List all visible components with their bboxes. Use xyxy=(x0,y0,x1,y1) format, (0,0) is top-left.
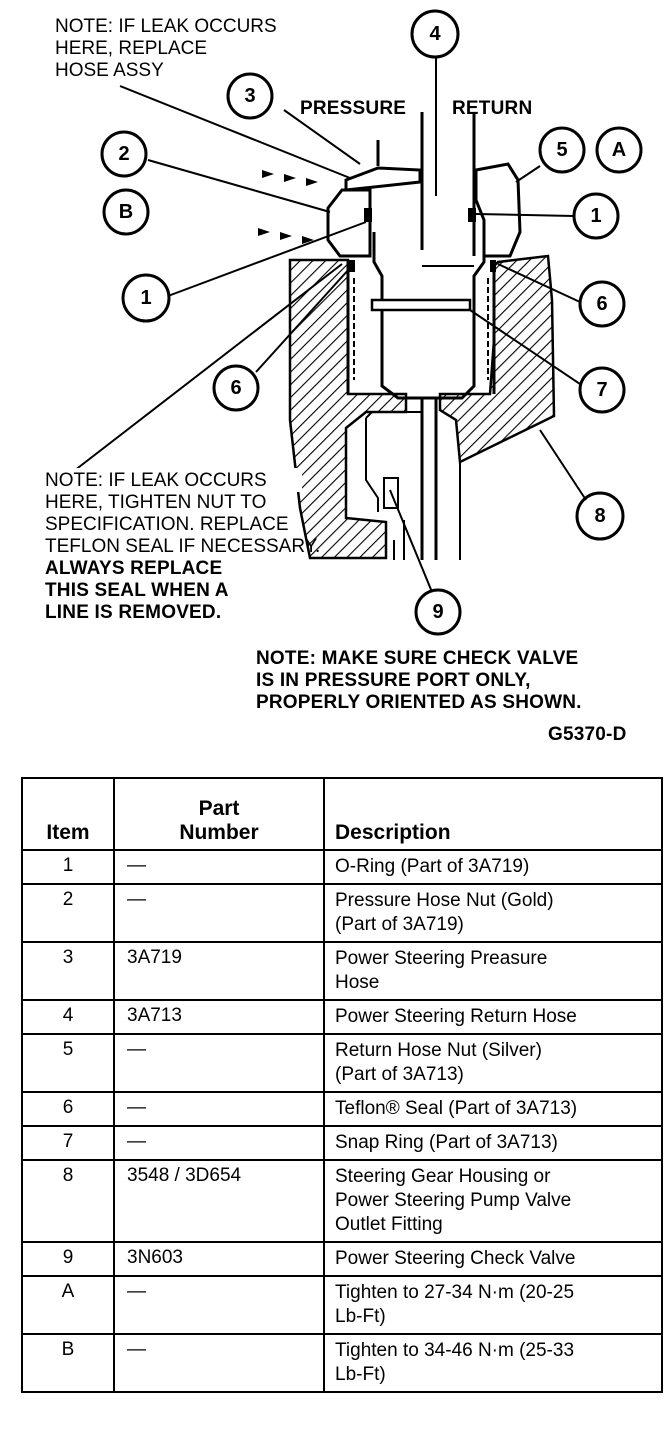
description-line: Hose xyxy=(335,972,380,993)
callout-A xyxy=(597,128,641,172)
callout-2 xyxy=(102,132,146,176)
svg-text:B: B xyxy=(118,201,134,223)
table-row xyxy=(22,1126,662,1160)
description-line: Snap Ring (Part of 3A713) xyxy=(335,1132,558,1153)
svg-text:1: 1 xyxy=(590,205,602,227)
description-line: Tighten to 27-34 N·m (20-25 xyxy=(335,1282,575,1303)
description-line: (Part of 3A719) xyxy=(335,914,464,935)
fitting-body xyxy=(328,112,520,560)
description-cell xyxy=(324,1092,662,1126)
description-cell xyxy=(324,1126,662,1160)
table-row xyxy=(22,850,662,884)
callout-1-right xyxy=(574,194,618,238)
callout-8 xyxy=(577,493,623,539)
description-line: Power Steering Preasure xyxy=(335,948,548,969)
item-cell: 5 xyxy=(22,1034,114,1092)
part-number-cell: — xyxy=(114,1126,324,1160)
table-header-row xyxy=(22,778,662,850)
description-line: Outlet Fitting xyxy=(335,1214,443,1235)
header-description: Description xyxy=(324,778,662,850)
description-cell xyxy=(324,1000,662,1034)
item-cell: 7 xyxy=(22,1126,114,1160)
svg-text:7: 7 xyxy=(596,379,608,401)
item-cell: 1 xyxy=(22,850,114,884)
callout-9 xyxy=(416,590,460,634)
header-part-number-line1: Part xyxy=(198,797,240,820)
description-line: Lb-Ft) xyxy=(335,1364,386,1385)
part-number-cell: 3N603 xyxy=(114,1242,324,1276)
part-number-cell: 3548 / 3D654 xyxy=(114,1160,324,1242)
part-number-cell: — xyxy=(114,1276,324,1334)
svg-text:4: 4 xyxy=(429,23,441,45)
svg-text:6: 6 xyxy=(596,293,608,315)
description-line: Return Hose Nut (Silver) xyxy=(335,1040,542,1061)
description-cell xyxy=(324,850,662,884)
header-part-number-line2: Number xyxy=(179,821,259,844)
description-cell xyxy=(324,884,662,942)
svg-text:3: 3 xyxy=(244,85,256,107)
part-number-cell: — xyxy=(114,884,324,942)
description-line: Steering Gear Housing or xyxy=(335,1166,551,1187)
callout-6-right xyxy=(580,282,624,326)
item-cell: A xyxy=(22,1276,114,1334)
note-bottom-left-bold: ALWAYS REPLACE THIS SEAL WHEN A LINE IS REMOVED. xyxy=(45,558,229,623)
description-cell xyxy=(324,1242,662,1276)
description-cell xyxy=(324,1034,662,1092)
figure-code: G5370-D xyxy=(548,724,627,745)
callout-B xyxy=(104,190,148,234)
description-cell xyxy=(324,1276,662,1334)
header-part-number xyxy=(114,778,324,850)
note-check-valve: NOTE: MAKE SURE CHECK VALVE IS IN PRESSURE PORT ONLY, PROPERLY ORIENTED AS SHOWN. xyxy=(256,648,582,713)
description-line: (Part of 3A713) xyxy=(335,1064,464,1085)
part-number-cell: — xyxy=(114,1034,324,1092)
item-cell: 4 xyxy=(22,1000,114,1034)
part-number-cell: — xyxy=(114,1092,324,1126)
table-row xyxy=(22,1242,662,1276)
item-cell: 6 xyxy=(22,1092,114,1126)
item-cell: B xyxy=(22,1334,114,1392)
callout-7 xyxy=(580,368,624,412)
svg-text:6: 6 xyxy=(230,377,242,399)
svg-text:1: 1 xyxy=(140,287,152,309)
item-cell: 2 xyxy=(22,884,114,942)
description-line: Pressure Hose Nut (Gold) xyxy=(335,890,554,911)
table-row xyxy=(22,1160,662,1242)
description-line: Power Steering Pump Valve xyxy=(335,1190,572,1211)
callout-5 xyxy=(540,128,584,172)
callout-4 xyxy=(412,11,458,57)
callout-3 xyxy=(228,74,272,118)
description-line: Power Steering Return Hose xyxy=(335,1006,577,1027)
item-cell: 3 xyxy=(22,942,114,1000)
parts-table xyxy=(21,777,663,1393)
svg-text:8: 8 xyxy=(594,505,606,527)
svg-text:2: 2 xyxy=(118,143,130,165)
pressure-label: PRESSURE xyxy=(300,98,407,119)
part-number-cell: — xyxy=(114,850,324,884)
table-row xyxy=(22,884,662,942)
callout-1-left xyxy=(123,275,169,321)
return-label: RETURN xyxy=(452,98,533,119)
note-top-left: NOTE: IF LEAK OCCURS HERE, REPLACE HOSE ASSY xyxy=(55,16,277,81)
part-number-cell: 3A713 xyxy=(114,1000,324,1034)
svg-text:A: A xyxy=(611,139,627,161)
table-row xyxy=(22,1034,662,1092)
table-row xyxy=(22,1000,662,1034)
table-row xyxy=(22,1334,662,1392)
svg-text:9: 9 xyxy=(432,601,444,623)
table-row xyxy=(22,942,662,1000)
part-number-cell: — xyxy=(114,1334,324,1392)
table-row xyxy=(22,1276,662,1334)
note-bottom-left: NOTE: IF LEAK OCCURS HERE, TIGHTEN NUT TO SPECIFICATION. REPLACE TEFLON SEAL IF NECESSARY. xyxy=(45,470,321,557)
description-cell xyxy=(324,1160,662,1242)
item-cell: 9 xyxy=(22,1242,114,1276)
table-row xyxy=(22,1092,662,1126)
item-cell: 8 xyxy=(22,1160,114,1242)
description-line: Tighten to 34-46 N·m (25-33 xyxy=(335,1340,575,1361)
part-number-cell: 3A719 xyxy=(114,942,324,1000)
callout-6-left xyxy=(214,366,258,410)
description-cell xyxy=(324,942,662,1000)
description-line: Teflon® Seal (Part of 3A713) xyxy=(335,1098,578,1119)
description-cell xyxy=(324,1334,662,1392)
description-line: Lb-Ft) xyxy=(335,1306,386,1327)
description-line: O-Ring (Part of 3A719) xyxy=(335,856,530,877)
header-item: Item xyxy=(22,778,114,850)
svg-text:5: 5 xyxy=(556,139,568,161)
description-line: Power Steering Check Valve xyxy=(335,1248,576,1269)
